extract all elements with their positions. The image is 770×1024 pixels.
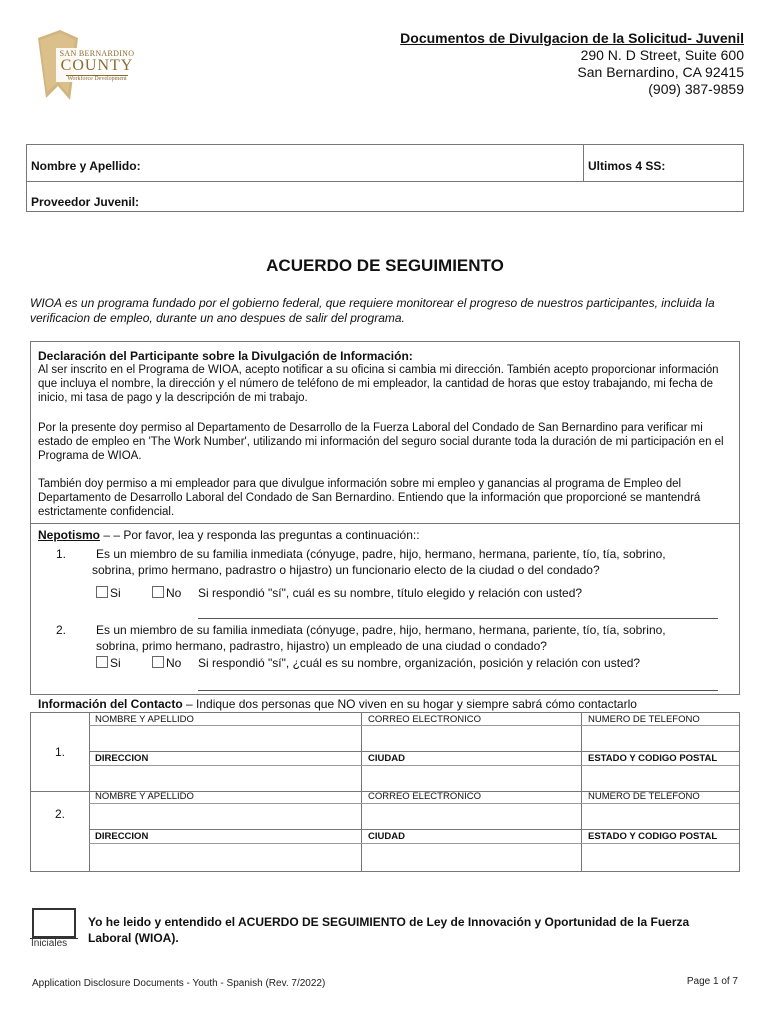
c1-address-field[interactable] — [91, 767, 359, 790]
c2-name-field[interactable] — [91, 805, 359, 828]
participant-info-table — [26, 144, 744, 212]
q1-no-label: No — [166, 586, 182, 600]
contact-row-2-number: 2. — [55, 807, 66, 821]
nepotism-heading-label: Nepotismo — [38, 528, 101, 542]
acknowledgement-text: Yo he leido y entendido el ACUERDO DE SEGUIMIENTO de Ley de Innovación y Oportunidad de la Fuerza Laboral (WIOA). — [88, 915, 690, 945]
q2-yes-checkbox[interactable] — [96, 656, 108, 668]
c1-phone-field[interactable] — [583, 727, 737, 750]
nepotism-divider — [30, 523, 740, 524]
county-logo — [30, 28, 135, 103]
c2-email-header: CORREO ELECTRONICO — [368, 791, 481, 802]
provider-field[interactable] — [152, 183, 741, 211]
logo-line3: Workforce Development — [67, 76, 127, 82]
contact-table — [30, 712, 740, 872]
q2-number: 2. — [56, 623, 67, 637]
contact-row-1-number: 1. — [55, 745, 66, 759]
name-field[interactable] — [152, 147, 580, 179]
address-line-2: San Bernardino, CA 92415 — [577, 64, 744, 80]
declaration-heading: Declaración del Participante sobre la Divulgación de Información: — [38, 349, 413, 363]
q2-answer-line[interactable] — [198, 690, 718, 691]
nepotism-heading — [38, 527, 420, 543]
agreement-title: ACUERDO DE SEGUIMIENTO — [266, 256, 504, 275]
c1-city-field[interactable] — [363, 767, 579, 790]
declaration-paragraph-1: Al ser inscrito en el Programa de WIOA, acepto notificar a su oficina si cambia mi dirección. También acepto proporcionar información que incluya el nombre, la dirección y el número de teléfono de mi empleador, la cantidad de horas que estoy trabajando, mi fecha de inicio, mi tasa de pago y la descripción de mi trabajo. — [38, 364, 719, 404]
q1-followup: Si respondió "sí", cuál es su nombre, título elegido y relación con usted? — [198, 586, 583, 600]
intro-text: WIOA es un programa fundado por el gobierno federal, que requiere monitorear el progreso de nuestros participantes, incluida la verificacion de empleo, durante un ano despues de salir del programa. — [30, 296, 715, 325]
q2-yes-option[interactable] — [96, 655, 121, 671]
header-block — [400, 30, 744, 98]
q2-yes-label: Si — [110, 656, 121, 670]
c1-name-field[interactable] — [91, 727, 359, 750]
logo-line1: SAN BERNARDINO — [59, 49, 135, 58]
q2-text-line2: sobrina, primo hermano, padrastro, hijastro) un empleado de una ciudad o condado? — [96, 639, 547, 653]
c1-name-header: NOMBRE Y APELLIDO — [95, 714, 194, 725]
c1-phone-header: NUMERO DE TELEFONO — [588, 714, 700, 725]
c2-address-field[interactable] — [91, 845, 359, 870]
q2-no-option[interactable] — [152, 655, 181, 671]
ssn-field[interactable] — [677, 147, 741, 179]
q1-answer-line[interactable] — [198, 618, 718, 619]
q1-no-option[interactable] — [152, 585, 181, 601]
document-title: Documentos de Divulgacion de la Solicitud- Juvenil — [400, 30, 744, 46]
provider-label: Proveedor Juvenil: — [31, 195, 140, 209]
c1-city-header: CIUDAD — [368, 753, 405, 764]
q2-no-label: No — [166, 656, 182, 670]
declaration-paragraph-2: Por la presente doy permiso al Departamento de Desarrollo de la Fuerza Laboral del Condado de San Bernardino para verificar mi estado de empleo en 'The Work Number', utilizando mi información del seguro social durante toda la duración de mi participación en el Programa de WIOA. — [38, 422, 724, 462]
q1-text-line1: Es un miembro de su familia inmediata (cónyuge, padre, hijo, hermano, hermana, pariente, tío, tía, sobrino, — [96, 547, 666, 561]
c1-address-header: DIRECCION — [95, 753, 149, 764]
contact-heading-rest: – Indique dos personas que NO viven en su hogar y siempre sabrá cómo contactarlo — [182, 697, 637, 711]
q2-text-line1: Es un miembro de su familia inmediata (cónyuge, padre, hijo, hermano, hermana, pariente, tío, tía, sobrino, — [96, 623, 666, 637]
footer-document-name: Application Disclosure Documents - Youth - Spanish (Rev. 7/2022) — [32, 978, 326, 989]
q1-yes-label: Si — [110, 586, 121, 600]
name-label: Nombre y Apellido: — [31, 159, 141, 173]
q2-no-checkbox[interactable] — [152, 656, 164, 668]
c2-address-header: DIRECCION — [95, 831, 149, 842]
c2-city-header: CIUDAD — [368, 831, 405, 842]
c1-statezip-field[interactable] — [583, 767, 737, 790]
logo-line2: COUNTY — [60, 57, 134, 74]
phone-number: (909) 387-9859 — [648, 81, 744, 97]
c2-statezip-field[interactable] — [583, 845, 737, 870]
c2-phone-field[interactable] — [583, 805, 737, 828]
page-number: Page 1 of 7 — [686, 976, 738, 987]
c2-name-header: NOMBRE Y APELLIDO — [95, 791, 194, 802]
ssn-label: Ultimos 4 SS: — [588, 159, 666, 173]
c2-email-field[interactable] — [363, 805, 579, 828]
c1-email-header: CORREO ELECTRONICO — [368, 714, 481, 725]
contact-heading — [38, 697, 637, 711]
nepotism-heading-rest: – – Por favor, lea y responda las preguntas a continuación:: — [100, 528, 420, 542]
c2-phone-header: NUMERO DE TELEFONO — [588, 791, 700, 802]
initials-box[interactable] — [32, 908, 76, 938]
q2-followup: Si respondió "sí", ¿cuál es su nombre, organización, posición y relación con usted? — [198, 656, 641, 670]
q1-number: 1. — [56, 547, 67, 561]
q1-no-checkbox[interactable] — [152, 586, 164, 598]
c1-email-field[interactable] — [363, 727, 579, 750]
address-line-1: 290 N. D Street, Suite 600 — [580, 47, 744, 63]
contact-heading-label: Información del Contacto — [38, 697, 183, 711]
initials-label: Iniciales — [31, 938, 68, 949]
q1-yes-checkbox[interactable] — [96, 586, 108, 598]
c2-city-field[interactable] — [363, 845, 579, 870]
q1-text-line2: sobrina, primo hermano, padrastro o hijastro) un funcionario electo de la ciudad o del condado? — [92, 563, 600, 577]
c1-statezip-header: ESTADO Y CODIGO POSTAL — [588, 753, 718, 764]
declaration-paragraph-3: También doy permiso a mi empleador para que divulgue información sobre mi empleo y ganancias al programa de Empleo del Departamento de Desarrollo Laboral del Condado de San Bernardino. Entiendo que la información que proporcioné se mantendrá estrictamente confidencial. — [38, 478, 701, 518]
c2-statezip-header: ESTADO Y CODIGO POSTAL — [588, 831, 718, 842]
q1-yes-option[interactable] — [96, 585, 121, 601]
